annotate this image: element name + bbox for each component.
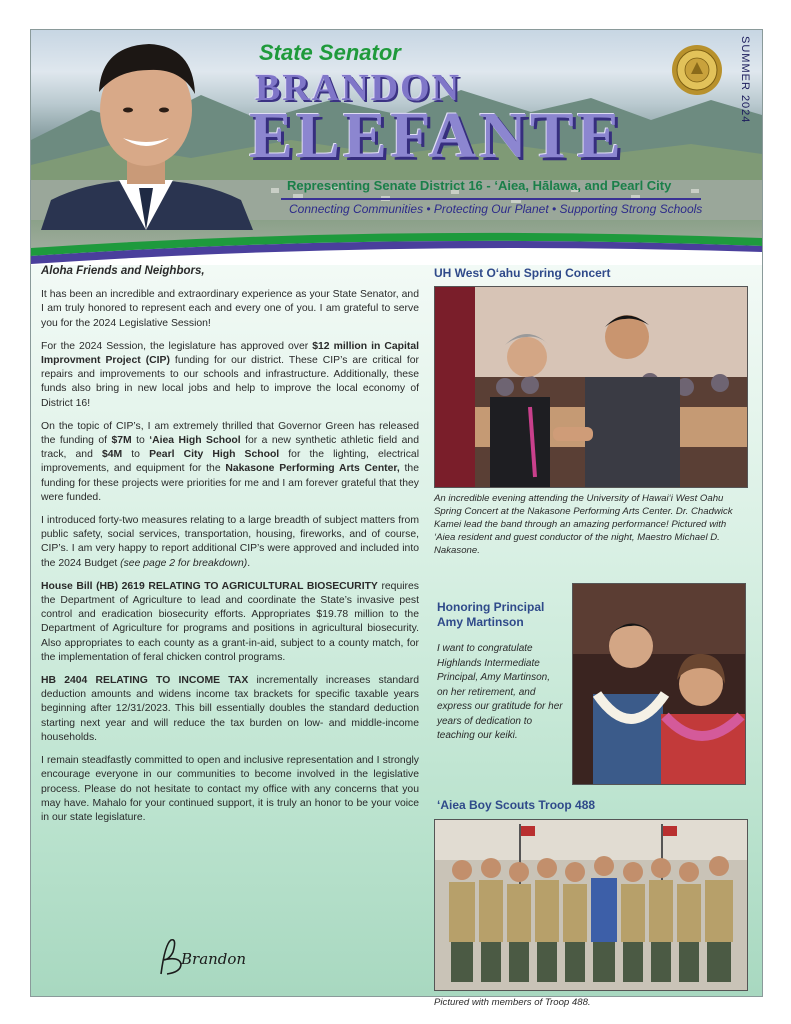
svg-text:Brandon: Brandon: [181, 950, 247, 968]
letter-paragraph: I remain steadfastly committed to open and inclusive representation and I strongly encourage everyone in our communities to become involved in the legislative process. Please do not hesitate to contact my office with any concerns that you may have. Mahalo for your continued support, it is truly an honor to be your voice in our state legislature.: [41, 755, 419, 823]
newsletter-page: [30, 29, 763, 1008]
senator-portrait: [31, 30, 261, 230]
motto-line: Connecting Communities • Protecting Our Planet • Supporting Strong Schools: [289, 202, 703, 216]
greeting: Aloha Friends and Neighbors,: [41, 265, 205, 277]
title-block: [241, 36, 741, 216]
state-senator-label: State Senator: [259, 40, 401, 65]
concert-photo: [434, 286, 748, 488]
masthead: [31, 30, 762, 262]
letter-paragraph: I introduced forty-two measures relating to a large breadth of subject matters from public safety, social services, transportation, housing, fireworks, and of course, CIP’s. I am very happy to report additional CIP’s were approved and included into the 2024 Budget (see page 2 for breakdown).: [41, 515, 419, 569]
issue-label: SUMMER 2024: [739, 36, 751, 124]
district-line: Representing Senate District 16 - ‘Aiea, Hālawa, and Pearl City: [287, 178, 672, 193]
letter-paragraph: House Bill (HB) 2619 RELATING TO AGRICULTURAL BIOSECURITY requires the Department of Agriculture to lead and coordinate the State’s invasive pest control and eradication biosecurity efforts. Appropriates $19.78 million to the Department of Agriculture for programs and positions in agricultural biosecurity. Also appropriates to each county as a grant-in-aid, subject to a county match, for the implementation of feral chicken control programs.: [41, 580, 419, 663]
letter-paragraph: On the topic of CIP’s, I am extremely thrilled that Governor Green has released the funding of $7M to ‘Aiea High School for a new synthetic athletic field and track, and $4M to Pearl City High School for the lighting, electrical improvements, and equipment for the Nakasone Performing Arts Center, the funding for these projects were priorities for me and I am forever grateful that they were funded.: [41, 420, 420, 503]
signature: [151, 934, 261, 980]
title-divider: [281, 198, 701, 200]
concert-heading: UH West O‘ahu Spring Concert: [434, 266, 611, 280]
principal-photo: [572, 583, 746, 785]
letter-column: [41, 264, 419, 834]
header-swoosh: [31, 210, 762, 265]
scouts-heading: ‘Aiea Boy Scouts Troop 488: [437, 798, 596, 812]
state-seal-icon: [671, 44, 723, 96]
letter-paragraph: HB 2404 RELATING TO INCOME TAX incrementally increases standard deduction amounts and widens income tax brackets for specific taxable years beginning after 12/31/2023. This bill essentially doubles the standard deduction starting next year and will reduce the tax burden on low- and middle-income households.: [41, 675, 419, 743]
principal-text: I want to congratulate Highlands Intermediate Principal, Amy Martinson, on her retirement, and express our gratitude for her years of dedication to teaching our keiki.: [437, 643, 563, 741]
principal-heading: Honoring Principal Amy Martinson: [437, 600, 545, 629]
first-name: BRANDON: [255, 67, 462, 109]
scouts-caption: Pictured with members of Troop 488.: [434, 997, 591, 1008]
concert-caption: An incredible evening attending the University of Hawai‘i West Oahu Spring Concert at the Nakasone Performing Arts Center. Dr. Chadwick Kamei lead the band through an amazing performance! Pictured with ‘Aiea resident and guest conductor of the night, Maestro Michael D. Nakasone.: [434, 493, 733, 556]
scouts-photo: [434, 819, 748, 991]
letter-paragraph: It has been an incredible and extraordinary experience as your State Senator, and I am truly honored to represent each and every one of you. I am grateful to serve you for the 2024 Legislative Session!: [41, 289, 419, 329]
last-name: ELEFANTE: [249, 99, 624, 172]
letter-paragraph: For the 2024 Session, the legislature has approved over $12 million in Capital Improvment Project (CIP) funding for our district. These CIP’s are critical for repairs and improvements to our schools and infrastructure. Additionally, these funds also bring in new local jobs and help to improve the local economy of District 16!: [41, 340, 419, 409]
